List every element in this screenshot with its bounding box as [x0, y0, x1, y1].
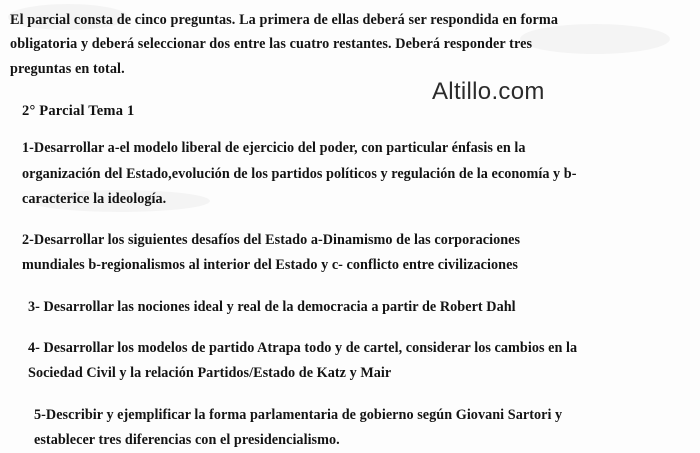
question-line: caracterice la ideología. [22, 190, 167, 207]
question-item [22, 228, 688, 279]
question-line: 1-Desarrollar a-el modelo liberal de ejercicio del poder, con particular énfasis en la [22, 140, 526, 157]
question-item [28, 336, 688, 387]
instruction-line: preguntas en total. [10, 60, 125, 77]
question-item [28, 295, 688, 320]
question-item [34, 403, 688, 453]
site-watermark: Altillo.com [432, 78, 545, 105]
question-line: 4- Desarrollar los modelos de partido Atrapa todo y de cartel, considerar los cambios en la [28, 339, 578, 356]
question-line: organización del Estado,evolución de los partidos políticos y regulación de la economía y b- [22, 165, 577, 182]
exam-title: 2° Parcial Tema 1 [22, 103, 135, 120]
instruction-line: obligatoria y deberá seleccionar dos entre las cuatro restantes. Deberá responder tres [10, 36, 533, 53]
question-line: 3- Desarrollar las nociones ideal y real de la democracia a partir de Robert Dahl [28, 298, 516, 315]
instruction-line: El parcial consta de cinco preguntas. La primera de ellas deberá ser respondida en forma [10, 12, 559, 28]
question-line: establecer tres diferencias con el presidencialismo. [34, 431, 340, 448]
question-line: Sociedad Civil y la relación Partidos/Estado de Katz y Mair [28, 365, 392, 382]
question-line: 5-Describir y ejemplificar la forma parlamentaria de gobierno según Giovani Sartori y [34, 406, 563, 423]
question-list [16, 136, 688, 453]
question-item [22, 136, 688, 212]
exam-instructions [10, 8, 688, 81]
question-line: mundiales b-regionalismos al interior del Estado y c- conflicto entre civilizaciones [22, 257, 518, 274]
question-line: 2-Desarrollar los siguientes desafíos del Estado a-Dinamismo de las corporaciones [22, 232, 521, 249]
